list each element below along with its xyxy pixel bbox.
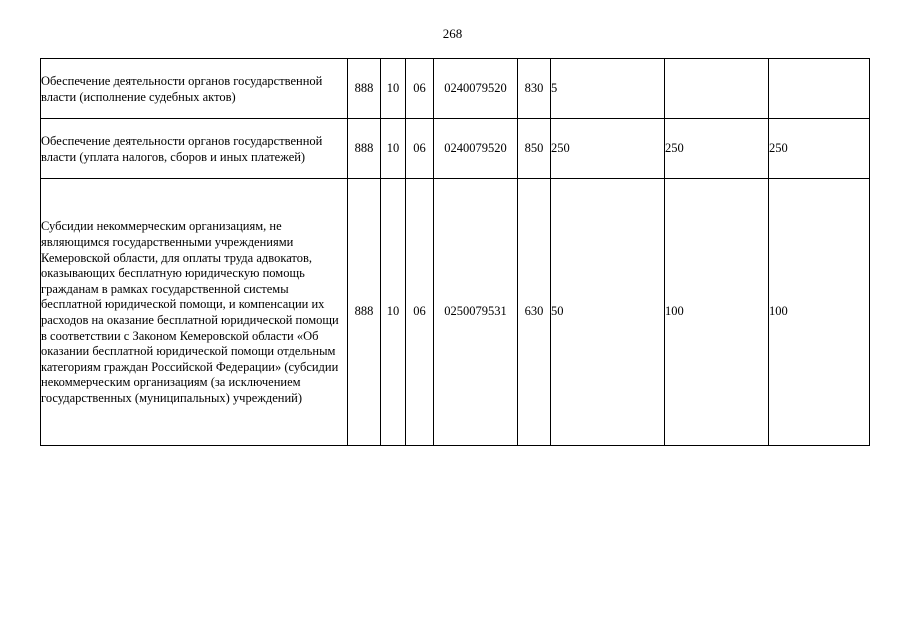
- ved-code: 888: [348, 59, 381, 119]
- amount-year-2: [665, 59, 769, 119]
- target-article-code: 0240079520: [434, 119, 518, 179]
- subsection-code: 06: [406, 179, 434, 446]
- expense-type-code: 850: [518, 119, 551, 179]
- row-name: Обеспечение деятельности органов государственной власти (уплата налогов, сборов и иных платежей): [41, 119, 348, 179]
- amount-year-3: 100: [769, 179, 870, 446]
- amount-year-3: [769, 59, 870, 119]
- row-name: Субсидии некоммерческим организациям, не являющимся государственными учреждениями Кемеровской области, для оплаты труда адвокатов, оказывающих бесплатную юридическую помощь гражданам в рамках государственной системы бесплатной юридической помощи, и компенсации их расходов на оказание бесплатной юридической помощи в соответствии с Законом Кемеровской области «Об оказании бесплатной юридической помощи отдельным категориям граждан Российской Федерации» (субсидии некоммерческим организациям (за исключением государственных (муниципальных) учреждений): [41, 179, 348, 446]
- table-row: [41, 179, 870, 446]
- amount-year-2: 250: [665, 119, 769, 179]
- row-name: Обеспечение деятельности органов государственной власти (исполнение судебных актов): [41, 59, 348, 119]
- section-code: 10: [381, 59, 406, 119]
- target-article-code: 0240079520: [434, 59, 518, 119]
- amount-year-1: 250: [551, 119, 665, 179]
- budget-table: [40, 58, 870, 446]
- section-code: 10: [381, 179, 406, 446]
- ved-code: 888: [348, 179, 381, 446]
- subsection-code: 06: [406, 59, 434, 119]
- page-number: 268: [442, 26, 463, 41]
- target-article-code: 0250079531: [434, 179, 518, 446]
- expense-type-code: 830: [518, 59, 551, 119]
- table-row: [41, 59, 870, 119]
- expense-type-code: 630: [518, 179, 551, 446]
- ved-code: 888: [348, 119, 381, 179]
- subsection-code: 06: [406, 119, 434, 179]
- amount-year-1: 5: [551, 59, 665, 119]
- section-code: 10: [381, 119, 406, 179]
- amount-year-3: 250: [769, 119, 870, 179]
- amount-year-1: 50: [551, 179, 665, 446]
- amount-year-2: 100: [665, 179, 769, 446]
- table-row: [41, 119, 870, 179]
